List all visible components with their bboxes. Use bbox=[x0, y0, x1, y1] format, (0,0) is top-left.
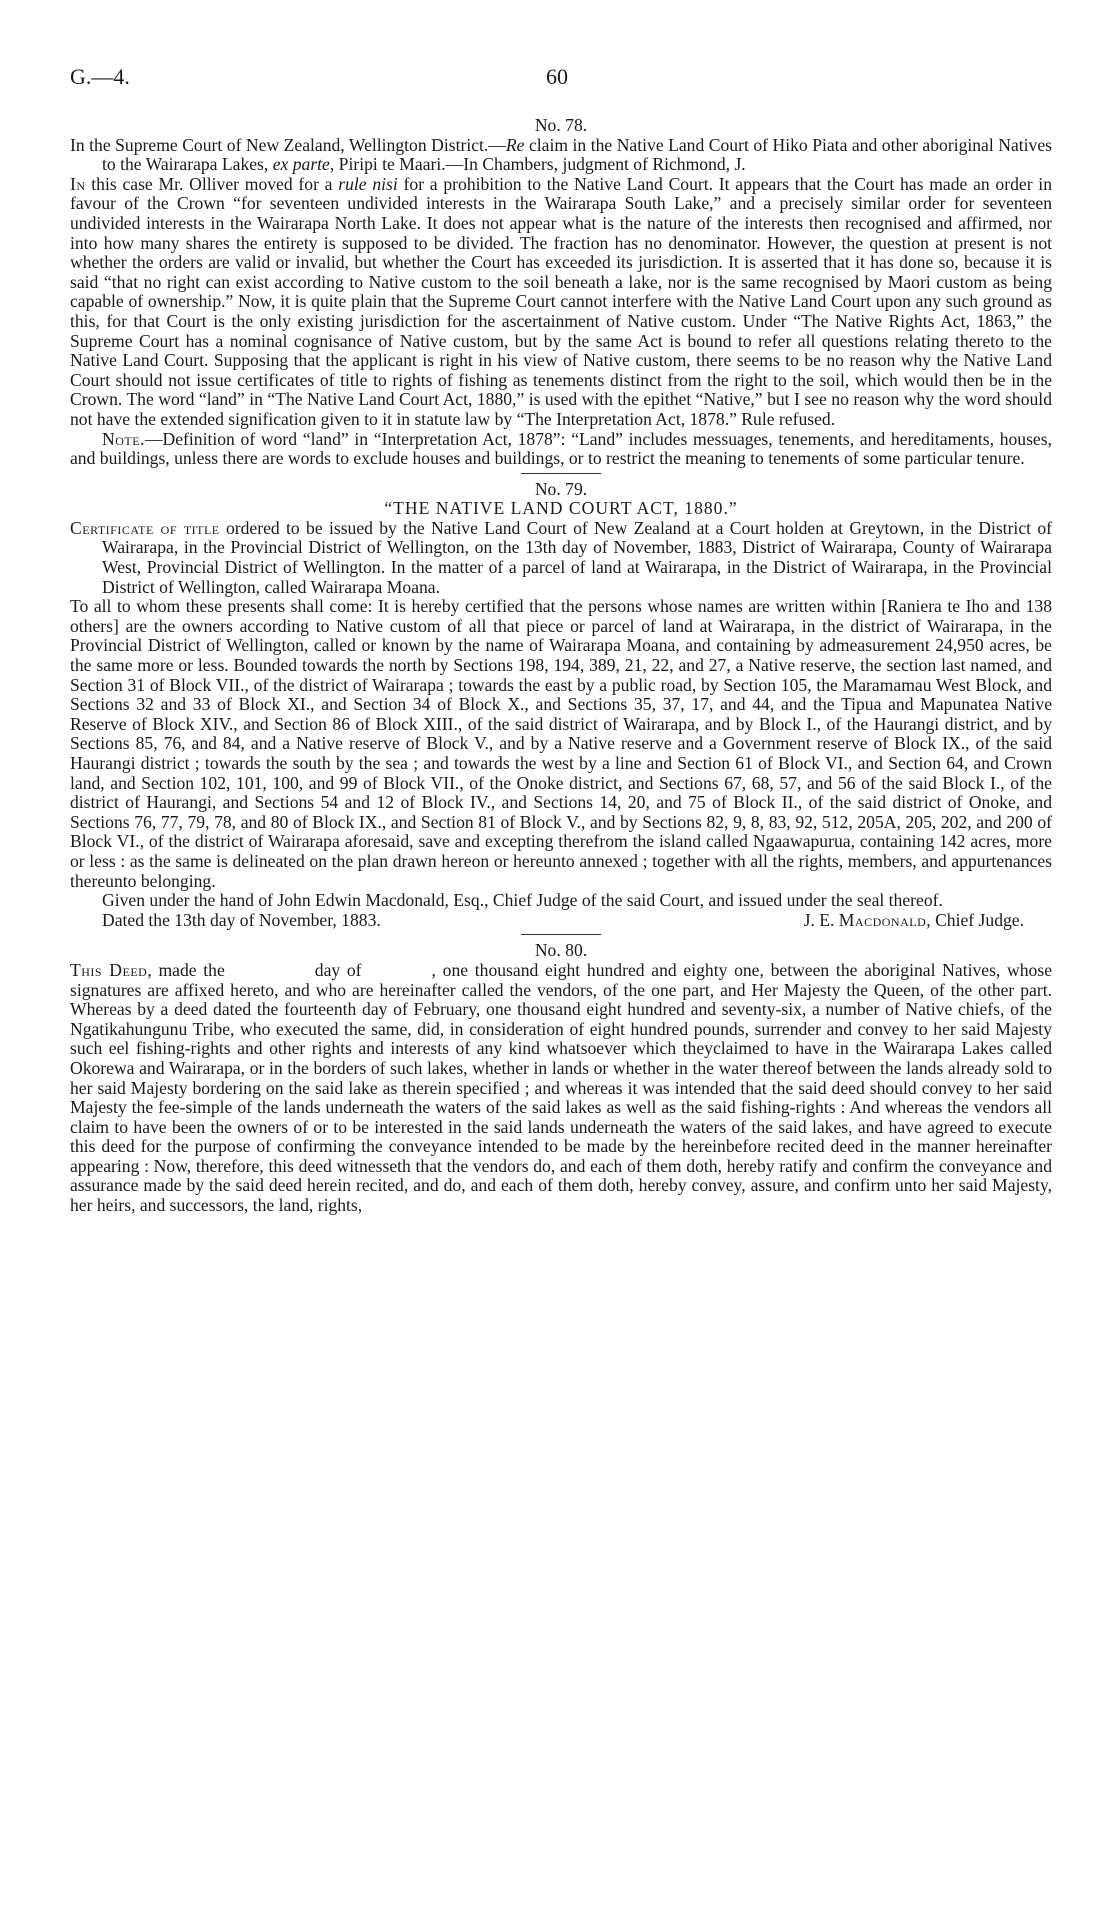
section-divider bbox=[521, 473, 601, 474]
section-no-79 bbox=[70, 480, 1052, 931]
section-number: No. 78. bbox=[534, 115, 588, 135]
dated-line: Dated the 13th day of November, 1883. bbox=[102, 909, 381, 930]
dated-signature-row bbox=[70, 911, 1052, 931]
page-number: 60 bbox=[546, 64, 568, 89]
note-paragraph: Note.—Definition of word “land” in “Interpretation Act, 1878”: “Land” includes messuages, tenements, and hereditaments, houses, and buildings, unless there are words to exclude houses and buildings, or to restrict the meaning to tenements of some particular tenure. bbox=[70, 428, 1052, 469]
deed-paragraph: This Deed, made the day of , one thousand eight hundred and eighty one, between the aboriginal Natives, whose signatures are affixed hereto, and who are hereinafter called the vendors, of the one part, and Her Majesty the Queen, of the other part. Whereas by a deed dated the fourteenth day of February, one thousand eight hundred and seventy-six, a number of Native chiefs, of the Ngatikahungunu Tribe, who executed the same, did, in consideration of eight hundred pounds, surrender and convey to her said Majesty such eel fishing-rights and other rights and interests of any kind whatsoever which theyclaimed to have in the Wairarapa Lakes called Okorewa and Wairarapa, or in the borders of such lakes, whether in lands or whether in the water thereof between the lands already sold to her said Majesty bordering on the said lake as therein specified ; and whereas it was intended that the said deed should convey to her said Majesty the fee-simple of the lands underneath the waters of the said lakes as well as the said fishing-rights : And whereas the vendors all claim to have been the owners of or to be interested in the said lands underneath the waters of the said lakes, and have agreed to execute this deed for the purpose of confirming the conveyance intended to be made by the hereinbefore recited deed in the manner hereinafter appearing : Now, therefore, this deed witnesseth that the vendors do, and each of them doth, hereby ratify and confirm the conveyance and assurance made by the said deed herein recited, and do, and each of them doth, hereby convey, assure, and confirm unto her said Majesty, her heirs, and successors, the land, rights, bbox=[70, 959, 1052, 1216]
act-title: “THE NATIVE LAND COURT ACT, 1880.” bbox=[384, 498, 738, 519]
certificate-body: To all to whom these presents shall come: It is hereby certified that the persons whose names are written within [Raniera te Iho and 138 others] are the owners according to Native custom of all that piece or parcel of land at Wairarapa, in the district of Wairarapa, in the Provincial District of Wellington, called or known by the name of Wairarapa Moana, and containing by admeasurement 24,950 acres, be the same more or less. Bounded towards the north by Sections 198, 194, 389, 21, 22, and 27, a Native reserve, the section last named, and Section 31 of Block VII., of the district of Wairarapa ; towards the east by a public road, by Section 105, the Maramamau West Block, and Sections 32 and 33 of Block XI., and Section 34 of Block X., and Sections 35, 37, 17, and 44, and the Tipua and Mapunatea Native Reserve of Block XIV., and Section 86 of Block XIII., of the said district of Wairarapa, and by Block I., of the Haurangi district, and by Sections 85, 76, and 84, and a Native reserve of Block V., and by a Native reserve and a Government reserve of Block IX., of the said Haurangi district ; towards the south by the sea ; and towards the west by a line and Section 61 of Block VI., and Section 64, and Crown land, and Section 102, 101, 100, and 99 of Block VII., of the Onoke district, and Sections 67, 68, 57, and 56 of the said Block I., of the district of Haurangi, and Sections 54 and 12 of Block IV., and Sections 14, 20, and 75 of Block II., of the said district of Onoke, and Sections 76, 77, 79, 78, and 80 of Block IX., and Section 81 of Block V., and by Sections 82, 9, 8, 83, 92, 512, 205A, 205, 202, and 200 of Block VI., of the district of Wairarapa aforesaid, save and excepting therefrom the island called Ngaawapurua, containing 142 acres, more or less : as the same is delineated on the plan drawn hereon or hereunto annexed ; together with all the rights, members, and appurtenances thereunto belonging. bbox=[70, 596, 1052, 891]
section-number: No. 79. bbox=[534, 478, 588, 499]
judgment-paragraph: In this case Mr. Olliver moved for a rule nisi for a prohibition to the Native Land Court. It appears that the Court has made an order in favour of the Crown “for seventeen undivided interests in the Wairarapa South Lake,” and a precisely similar order for seventeen undivided interests in the Wairarapa North Lake. It does not appear what is the nature of the interests then recognised and affirmed, nor into how many shares the entirety is supposed to be divided. The fraction has no denominator. However, the question at present is not whether the orders are valid or invalid, but whether the Court has exceeded its jurisdiction. It is asserted that it has done so, because it is said “that no right can exist according to Native custom to the soil beneath a lake, nor is the same recognised by Maori custom as being capable of ownership.” Now, it is quite plain that the Supreme Court cannot interfere with the Native Land Court upon any such ground as this, for that Court is the only existing jurisdiction for the ascertainment of Native custom. Under “The Native Rights Act, 1863,” the Supreme Court has a nominal cognisance of Native custom, but by the same Act is bound to refer all questions relating thereto to the Native Land Court. Supposing that the applicant is right in his view of Native custom, there seems to be no reason why the Native Land Court should not issue certificates of title to rights of fishing as tenements distinct from the right to the soil, which would then be in the Crown. The word “land” in “The Native Land Court Act, 1880,” is used with the epithet “Native,” but I see no reason why the word should not have the extended signification given to it in statute law by “The Interpretation Act, 1878.” Rule refused. bbox=[70, 173, 1052, 429]
document-body bbox=[70, 116, 1052, 1216]
certificate-heading: Certificate of title ordered to be issued by the Native Land Court of New Zealand at a Court holden at Greytown, in the District of Wairarapa, in the Provincial District of Wellington, on the 13th day of November, 1883, District of Wairarapa, County of Wairarapa West, Provincial District of Wellington. In the matter of a parcel of land at Wairarapa, in the District of Wairarapa, in the Provincial District of Wellington, called Wairarapa Moana. bbox=[70, 517, 1052, 597]
section-divider bbox=[521, 934, 601, 935]
case-caption: In the Supreme Court of New Zealand, Wellington District.—Re claim in the Native Land Court of Hiko Piata and other aboriginal Natives to the Wairarapa Lakes, ex parte, Piripi te Maari.—In Chambers, judgment of Richmond, J. bbox=[70, 134, 1052, 175]
signature: J. E. Macdonald, Chief Judge. bbox=[803, 909, 1024, 930]
section-no-78 bbox=[70, 116, 1052, 469]
given-paragraph: Given under the hand of John Edwin Macdonald, Esq., Chief Judge of the said Court, and issued under the seal thereof. bbox=[102, 890, 943, 911]
section-no-80 bbox=[70, 941, 1052, 1215]
section-number: No. 80. bbox=[534, 940, 588, 961]
document-reference: G.—4. bbox=[70, 64, 130, 89]
